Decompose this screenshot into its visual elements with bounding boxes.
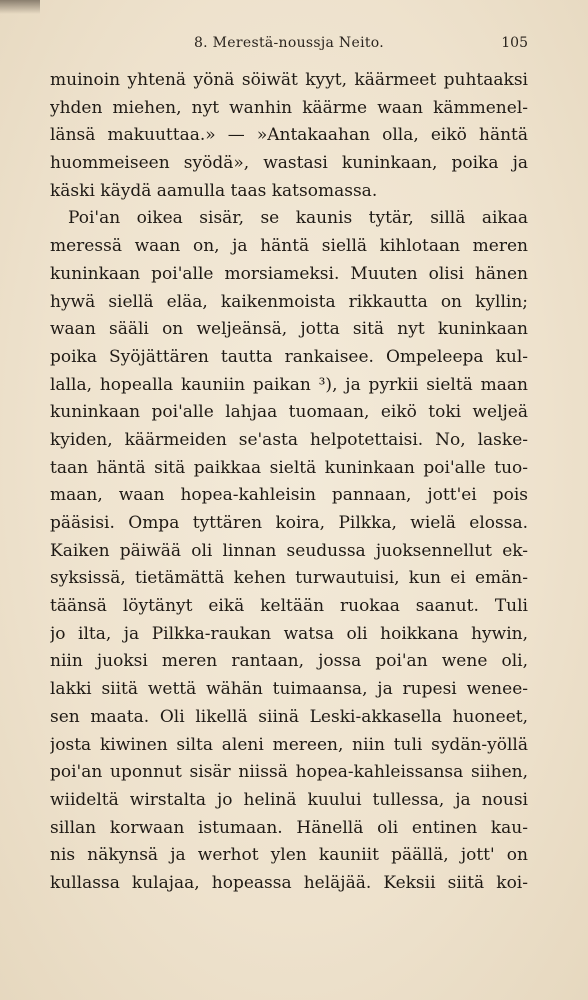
text-line: täänsä löytänyt eikä keltään ruokaa saanut. Tuli — [50, 596, 528, 617]
running-head — [50, 33, 528, 55]
text-line: sen maata. Oli likellä siinä Leski-akkasella huoneet, — [50, 706, 528, 727]
text-line: länsä makuuttaa.» — »Antakaahan olla, eikö häntä — [50, 125, 528, 146]
text-line: syksissä, tietämättä kehen turwautuisi, kun ei emän- — [50, 568, 528, 589]
text-line: nis näkynsä ja werhot ylen kauniit päällä, jott' on — [50, 845, 528, 866]
text-line: Poi'an oikea sisär, se kaunis tytär, sillä aikaa — [68, 208, 528, 229]
text-line: lakki siitä wettä wähän tuimaansa, ja rupesi wenee- — [50, 679, 528, 700]
text-line: josta kiwinen silta aleni mereen, niin tuli sydän-yöllä — [50, 734, 528, 755]
text-line: jo ilta, ja Pilkka-raukan watsa oli hoikkana hywin, — [50, 623, 528, 644]
text-line: poika Syöjättären tautta rankaisee. Ompeleepa kul- — [50, 346, 528, 367]
text-line: käski käydä aamulla taas katsomassa. — [50, 180, 378, 201]
text-line: kuninkaan poi'alle lahjaa tuomaan, eikö toki weljeä — [50, 402, 528, 423]
text-line: hywä siellä eläa, kaikenmoista rikkautta on kyllin; — [50, 291, 528, 312]
page-number: 105 — [501, 35, 528, 51]
text-line: huommeiseen syödä», wastasi kuninkaan, poika ja — [50, 153, 528, 174]
page-corner-shadow — [0, 0, 40, 14]
text-line: Kaiken päiwää oli linnan seudussa juoksennellut ek- — [50, 540, 528, 561]
text-line: niin juoksi meren rantaan, jossa poi'an wene oli, — [50, 651, 528, 672]
text-line: taan häntä sitä paikkaa sieltä kuninkaan poi'alle tuo- — [50, 457, 528, 478]
text-line: lalla, hopealla kauniin paikan ³), ja pyrkii sieltä maan — [50, 374, 528, 395]
text-line: meressä waan on, ja häntä siellä kihlotaan meren — [50, 236, 528, 257]
text-line: yhden miehen, nyt wanhin käärme waan kämmenel- — [50, 97, 528, 118]
body-text — [50, 67, 528, 898]
text-line: pääsisi. Ompa tyttären koira, Pilkka, wielä elossa. — [50, 513, 528, 533]
text-line: kuninkaan poi'alle morsiameksi. Muuten olisi hänen — [50, 263, 528, 284]
text-line: waan sääli on weljeänsä, jotta sitä nyt kuninkaan — [50, 319, 528, 340]
text-line: muinoin yhtenä yönä söiwät kyyt, käärmeet puhtaaksi — [50, 70, 528, 90]
running-title: 8. Merestä-noussja Neito. — [193, 35, 385, 51]
text-line: poi'an uponnut sisär niissä hopea-kahleissansa siihen, — [50, 762, 528, 783]
text-line: kullassa kulajaa, hopeassa heläjää. Keksii siitä koi- — [50, 872, 528, 893]
text-line: kyiden, käärmeiden se'asta helpotettaisi. No, laske- — [50, 429, 528, 450]
text-line: sillan korwaan istumaan. Hänellä oli entinen kau- — [50, 817, 528, 838]
text-line: wiideltä wirstalta jo helinä kuului tullessa, ja nousi — [50, 789, 528, 810]
text-line: maan, waan hopea-kahleisin pannaan, jott'ei pois — [50, 485, 528, 506]
